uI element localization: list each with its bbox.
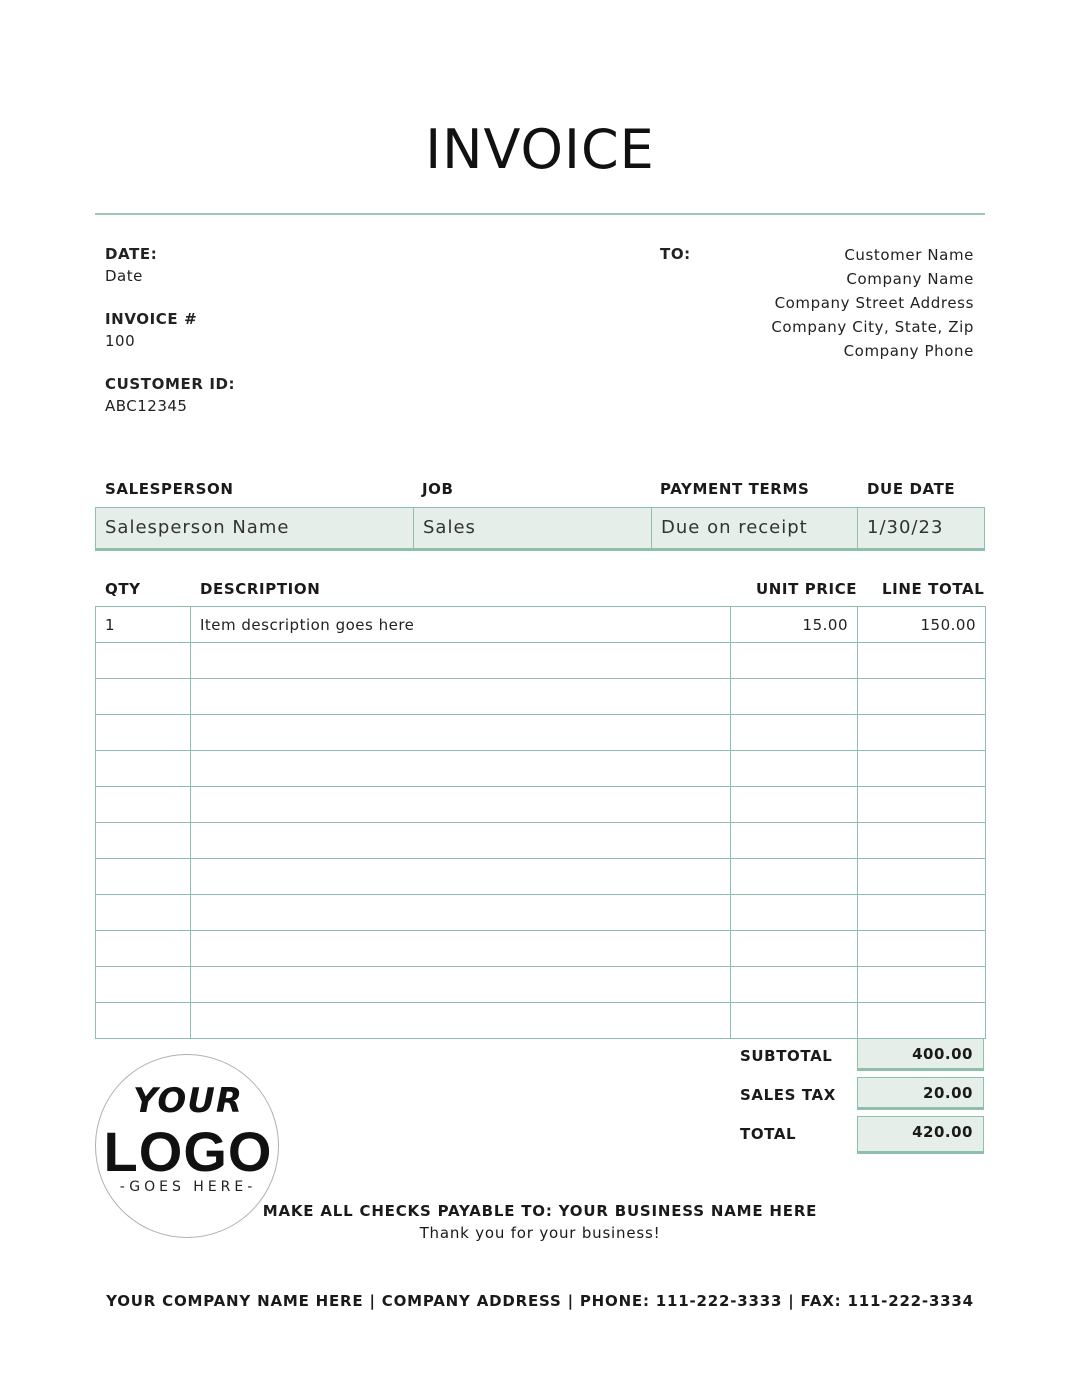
unit-price-cell[interactable] (731, 787, 858, 823)
unit-price-cell[interactable] (731, 643, 858, 679)
unit-price-header: UNIT PRICE (756, 580, 858, 598)
salesperson-header: SALESPERSON (105, 480, 234, 498)
description-cell[interactable] (191, 823, 731, 859)
description-header: DESCRIPTION (200, 580, 321, 598)
line-total-cell[interactable] (858, 679, 986, 715)
qty-cell[interactable] (96, 643, 191, 679)
description-cell[interactable] (191, 931, 731, 967)
table-row (96, 643, 986, 679)
due-date-cell[interactable]: 1/30/23 (867, 517, 944, 538)
header-divider (95, 213, 985, 215)
unit-price-cell[interactable] (731, 751, 858, 787)
recipient-street: Company Street Address (774, 294, 974, 312)
total-label: TOTAL (740, 1125, 797, 1143)
line-total-cell[interactable] (858, 643, 986, 679)
sales-tax-value: 20.00 (857, 1077, 984, 1110)
recipient-company: Company Name (846, 270, 974, 288)
company-footer: YOUR COMPANY NAME HERE | COMPANY ADDRESS | PHONE: 111-222-3333 | FAX: 111-222-3334 (106, 1292, 974, 1310)
line-total-cell[interactable]: 150.00 (858, 607, 986, 643)
table-row (96, 895, 986, 931)
qty-cell[interactable] (96, 1003, 191, 1039)
unit-price-cell[interactable] (731, 1003, 858, 1039)
unit-price-cell[interactable] (731, 967, 858, 1003)
invoice-title: INVOICE (425, 118, 655, 181)
unit-price-cell[interactable] (731, 823, 858, 859)
line-total-cell[interactable] (858, 859, 986, 895)
qty-cell[interactable] (96, 859, 191, 895)
description-cell[interactable] (191, 715, 731, 751)
table-row (96, 715, 986, 751)
date-label: DATE: (105, 245, 158, 263)
to-label: TO: (660, 245, 691, 263)
qty-cell[interactable] (96, 967, 191, 1003)
line-total-cell[interactable] (858, 823, 986, 859)
table-row (96, 967, 986, 1003)
recipient-name: Customer Name (844, 246, 974, 264)
qty-cell[interactable] (96, 679, 191, 715)
invoice-number-label: INVOICE # (105, 310, 198, 328)
description-cell[interactable] (191, 751, 731, 787)
unit-price-cell[interactable] (731, 895, 858, 931)
payment-terms-cell[interactable]: Due on receipt (652, 508, 858, 548)
description-cell[interactable] (191, 895, 731, 931)
table-row (96, 679, 986, 715)
qty-cell[interactable]: 1 (96, 607, 191, 643)
job-info-row (95, 507, 985, 551)
line-total-header: LINE TOTAL (882, 580, 985, 598)
description-cell[interactable] (191, 679, 731, 715)
date-value: Date (105, 267, 143, 285)
total-value: 420.00 (857, 1116, 984, 1154)
qty-cell[interactable] (96, 751, 191, 787)
description-cell[interactable] (191, 967, 731, 1003)
line-total-cell[interactable] (858, 931, 986, 967)
table-row (96, 787, 986, 823)
line-total-cell[interactable] (858, 715, 986, 751)
qty-header: QTY (105, 580, 141, 598)
customer-id-label: CUSTOMER ID: (105, 375, 236, 393)
line-items-body (96, 607, 986, 1039)
invoice-number-value: 100 (105, 332, 136, 350)
unit-price-cell[interactable] (731, 931, 858, 967)
qty-cell[interactable] (96, 823, 191, 859)
job-header: JOB (422, 480, 454, 498)
payment-terms-header: PAYMENT TERMS (660, 480, 810, 498)
recipient-city: Company City, State, Zip (771, 318, 974, 336)
line-total-cell[interactable] (858, 1003, 986, 1039)
logo-your-text: YOUR (132, 1081, 244, 1121)
line-total-cell[interactable] (858, 895, 986, 931)
table-row (96, 859, 986, 895)
description-cell[interactable] (191, 859, 731, 895)
due-date-header: DUE DATE (867, 480, 956, 498)
line-items-table (95, 606, 986, 1039)
table-row (96, 751, 986, 787)
line-total-cell[interactable] (858, 967, 986, 1003)
recipient-phone: Company Phone (843, 342, 974, 360)
recipient-address (771, 243, 974, 363)
description-cell[interactable] (191, 643, 731, 679)
job-cell[interactable]: Sales (414, 508, 652, 548)
thank-you-note: Thank you for your business! (419, 1224, 661, 1242)
salesperson-cell[interactable]: Salesperson Name (96, 508, 414, 548)
line-total-cell[interactable] (858, 751, 986, 787)
qty-cell[interactable] (96, 787, 191, 823)
sales-tax-label: SALES TAX (740, 1086, 836, 1104)
checks-payable-note: MAKE ALL CHECKS PAYABLE TO: YOUR BUSINESS NAME HERE (262, 1202, 818, 1220)
logo-logo-text: LOGO (103, 1120, 273, 1183)
qty-cell[interactable] (96, 895, 191, 931)
table-row (96, 607, 986, 643)
table-row (96, 931, 986, 967)
subtotal-value: 400.00 (857, 1038, 984, 1071)
description-cell[interactable]: Item description goes here (191, 607, 731, 643)
logo-goes-here-text: -GOES HERE- (119, 1179, 257, 1195)
unit-price-cell[interactable] (731, 859, 858, 895)
line-total-cell[interactable] (858, 787, 986, 823)
qty-cell[interactable] (96, 931, 191, 967)
table-row (96, 823, 986, 859)
description-cell[interactable] (191, 1003, 731, 1039)
table-row (96, 1003, 986, 1039)
description-cell[interactable] (191, 787, 731, 823)
customer-id-value: ABC12345 (105, 397, 188, 415)
unit-price-cell[interactable] (731, 715, 858, 751)
unit-price-cell[interactable]: 15.00 (731, 607, 858, 643)
unit-price-cell[interactable] (731, 679, 858, 715)
subtotal-label: SUBTOTAL (740, 1047, 833, 1065)
qty-cell[interactable] (96, 715, 191, 751)
